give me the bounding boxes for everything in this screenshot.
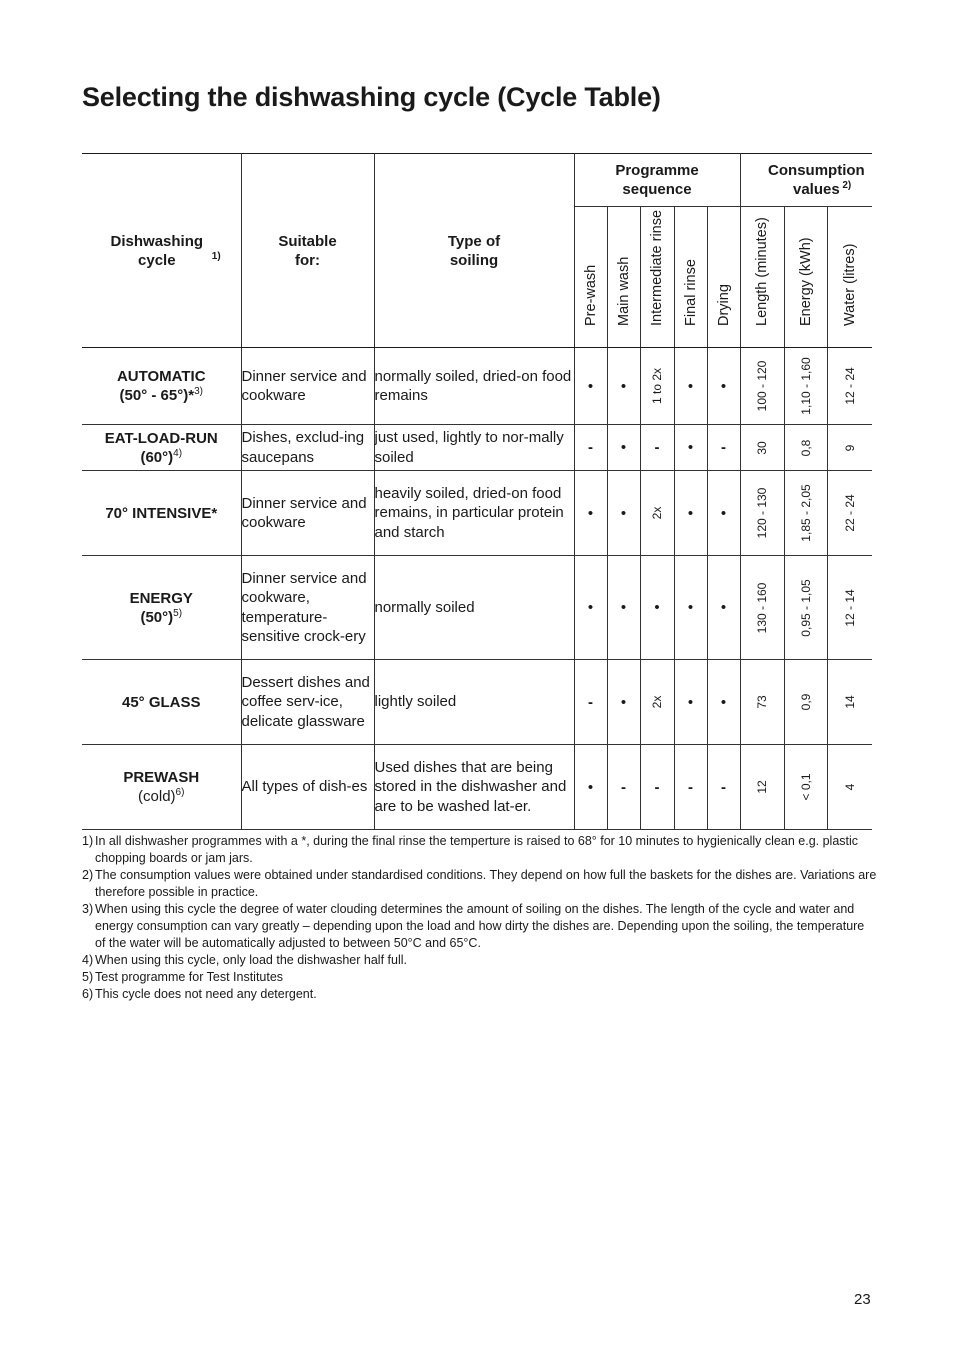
footnote-item [82,986,877,1003]
header-suitable-label: Suitable for: [278,232,337,269]
sequence-mark: • [720,599,727,616]
soiling-text: lightly soiled [374,693,457,711]
sequence-mark: • [587,377,594,395]
suitable-text: Dessert dishes and coffee serv-ice, delicate glassware [241,674,370,730]
header-consumption-label: Consumption values [768,162,865,198]
consumption-value: 12 [755,780,770,794]
cycle-name: ENERGY [129,589,193,607]
footnote-text: The consumption values were obtained under standardised conditions. They depend on how full the baskets for the dishes are. Variations are therefore possible in practice. [95,867,877,899]
suitable-text: Dinner service and cookware, temperature-sensitive crock-ery [241,569,367,645]
sequence-mark: • [620,439,627,456]
cycle-footnote-ref: 4) [173,447,183,459]
subheader-label: Intermediate rinse [649,209,665,326]
suitable-text: Dinner service and cookware [241,367,367,404]
footnote-text: When using this cycle the degree of water clouding determines the amount of soiling on the dishes. The length of the cycle and water and energy consumption can vary greatly – depending upon the load and how dirty the dishes are. Depending upon the soiling, the temperature of the water will be automatically adjusted to between 50°C and 65°C. [95,901,865,950]
subheader-final-rinse [674,207,707,348]
header-programme-sequence [574,154,740,207]
cell-pre-wash [574,556,607,660]
cell-energy [784,556,827,660]
cell-main-wash [607,348,640,425]
cell-pre-wash [574,745,607,830]
consumption-value: 12 - 14 [842,588,857,627]
cell-cycle [82,348,241,425]
consumption-value: 0,8 [798,439,813,456]
footnote-number: 5) [82,969,94,984]
consumption-value: 22 - 24 [842,494,857,532]
cell-final-rinse [674,556,707,660]
cell-energy [784,745,827,830]
cell-pre-wash [574,348,607,425]
soiling-text: heavily soiled, dried-on food remains, in particular protein and starch [374,485,564,541]
header-type-of-soiling [374,154,574,348]
cell-water [827,745,872,830]
cycle-name: 70° INTENSIVE* [105,504,218,522]
sequence-mark: • [587,599,594,616]
cell-main-wash [607,556,640,660]
sequence-mark: • [587,504,594,522]
sequence-mark: • [654,599,660,616]
cell-pre-wash [574,425,607,471]
cell-main-wash [607,660,640,745]
subheader-water [827,207,872,348]
consumption-value: < 0,1 [798,773,813,801]
header-consumption-values [740,154,872,207]
header-cycle-label: Dishwashing cycle [110,232,204,269]
cell-pre-wash [574,471,607,556]
cycle-footnote-ref: 3) [194,386,203,397]
cell-intermediate-rinse [640,425,674,471]
consumption-value: 100 - 120 [755,360,770,412]
consumption-value: 130 - 160 [755,582,770,633]
cycle-temp: (50° - 65°)* [119,387,195,404]
cell-energy [784,471,827,556]
cell-suitable [241,660,374,745]
cell-main-wash [607,425,640,471]
subheader-label: Energy (kWh) [797,237,814,326]
sequence-mark: • [687,504,694,522]
consumption-value: 120 - 130 [755,487,770,539]
table-row [82,745,872,830]
footnote-text: This cycle does not need any detergent. [95,987,317,1002]
cell-cycle [82,556,241,660]
cell-soiling [374,660,574,745]
cell-final-rinse [674,425,707,471]
sequence-mark: - [588,693,593,711]
suitable-text: Dinner service and cookware [241,494,367,531]
cycle-temp: (50°) [140,608,174,626]
subheader-energy [784,207,827,348]
cell-drying [707,425,740,471]
sequence-value: 2x [650,695,664,709]
table-row [82,348,872,425]
soiling-text: just used, lightly to nor-mally soiled [374,429,564,466]
consumption-value: 0,95 - 1,05 [798,578,813,637]
suitable-text: All types of dish-es [241,778,368,796]
footnote-number: 2) [82,867,94,882]
sequence-value: 1 to 2x [650,367,664,405]
consumption-value: 0,9 [798,693,813,711]
sequence-mark: - [588,439,593,456]
header-dishwashing-cycle [82,154,241,348]
cell-soiling [374,745,574,830]
cell-energy [784,348,827,425]
cell-water [827,556,872,660]
cell-drying [707,745,740,830]
consumption-value: 14 [842,695,857,709]
cell-length [740,425,784,471]
sequence-mark: - [721,439,727,456]
cycle-footnote-ref: 6) [175,787,185,798]
cell-water [827,471,872,556]
cycle-footnote-ref: 5) [173,607,183,619]
cell-cycle [82,471,241,556]
table-row [82,425,872,471]
cycle-name: EAT-LOAD-RUN [104,429,218,447]
table-row [82,471,872,556]
cell-suitable [241,471,374,556]
cycle-name: PREWASH [123,769,200,786]
sequence-mark: • [687,439,694,456]
cycle-temp: (cold) [138,788,176,805]
sequence-mark: - [654,439,660,456]
footnote-item [82,833,877,867]
cell-intermediate-rinse [640,348,674,425]
header-cycle-sup: 1) [211,250,221,262]
consumption-value: 73 [755,695,770,709]
footnote-text: When using this cycle, only load the dishwasher half full. [95,952,407,967]
cell-soiling [374,556,574,660]
page-title: Selecting the dishwashing cycle (Cycle Table) [82,82,661,112]
cell-final-rinse [674,745,707,830]
sequence-mark: - [721,778,727,796]
cell-drying [707,348,740,425]
subheader-label: Drying [715,284,732,326]
sequence-mark: • [687,377,694,395]
cell-suitable [241,556,374,660]
soiling-text: Used dishes that are being stored in the dishwasher and are to be washed lat-er. [374,759,567,815]
cell-water [827,660,872,745]
cell-length [740,745,784,830]
soiling-text: normally soiled [374,598,475,616]
footnote-number: 6) [82,987,94,1002]
sequence-mark: - [654,778,660,796]
cell-pre-wash [574,660,607,745]
cycle-temp: (60°) [140,448,174,466]
cell-energy [784,660,827,745]
cell-final-rinse [674,660,707,745]
cell-length [740,348,784,425]
cell-intermediate-rinse [640,556,674,660]
cycle-table [82,153,872,830]
consumption-value: 1,10 - 1,60 [798,357,813,415]
cell-cycle [82,660,241,745]
cell-intermediate-rinse [640,660,674,745]
page-number: 23 [854,1291,871,1308]
suitable-text: Dishes, exclud-ing saucepans [241,429,365,466]
header-soiling-label: Type of soiling [447,232,501,269]
footnote-number: 3) [82,901,94,916]
subheader-label: Length (minutes) [754,217,771,326]
consumption-value: 9 [842,444,857,451]
consumption-value: 30 [755,440,770,455]
subheader-main-wash [607,207,640,348]
sequence-mark: • [687,693,694,711]
cell-drying [707,471,740,556]
footnote-item [82,969,877,986]
cycle-name: AUTOMATIC [116,368,206,385]
sequence-mark: • [720,693,727,711]
cell-final-rinse [674,471,707,556]
cell-length [740,556,784,660]
cell-energy [784,425,827,471]
cell-water [827,425,872,471]
cell-intermediate-rinse [640,745,674,830]
cell-soiling [374,425,574,471]
footnote-item [82,867,877,901]
cell-main-wash [607,745,640,830]
sequence-mark: - [621,778,626,796]
sequence-value: 2x [650,506,664,520]
footnote-item [82,901,877,951]
table-row [82,556,872,660]
cell-water [827,348,872,425]
footnote-text: In all dishwasher programmes with a *, during the final rinse the temperture is raised to 68° for 10 minutes to hygienically clean e.g. plastic chopping boards or jam jars. [95,834,859,865]
header-programme-label: Programme sequence [615,162,699,198]
sequence-mark: • [687,599,694,616]
cell-intermediate-rinse [640,471,674,556]
subheader-pre-wash [574,207,607,348]
cell-length [740,660,784,745]
sequence-mark: • [620,504,627,522]
cycle-name: 45° GLASS [121,693,201,711]
sequence-mark: • [720,504,727,522]
cell-final-rinse [674,348,707,425]
cell-suitable [241,745,374,830]
cell-drying [707,660,740,745]
footnote-text: Test programme for Test Institutes [95,969,284,984]
footnote-item [82,952,877,969]
subheader-label: Water (litres) [841,243,858,326]
cell-length [740,471,784,556]
subheader-intermediate-rinse [640,207,674,348]
footnote-number: 1) [82,834,94,848]
subheader-label: Main wash [615,256,632,326]
sequence-mark: • [587,778,594,796]
subheader-label: Pre-wash [582,264,599,326]
sequence-mark: • [620,693,627,711]
cell-soiling [374,471,574,556]
cell-main-wash [607,471,640,556]
sequence-mark: • [720,377,727,395]
header-consumption-sup: 2) [842,180,852,191]
cell-cycle [82,425,241,471]
cell-soiling [374,348,574,425]
cell-cycle [82,745,241,830]
subheader-length [740,207,784,348]
footnote-number: 4) [82,952,94,967]
footnotes-list [82,833,877,1003]
consumption-value: 12 - 24 [842,367,857,405]
cell-suitable [241,348,374,425]
soiling-text: normally soiled, dried-on food remains [374,367,572,404]
sequence-mark: • [620,377,627,395]
consumption-value: 1,85 - 2,05 [798,484,813,542]
cell-suitable [241,425,374,471]
header-suitable-for [241,154,374,348]
sequence-mark: • [620,599,627,616]
sequence-mark: - [688,778,693,796]
consumption-value: 4 [842,783,857,791]
subheader-drying [707,207,740,348]
table-row [82,660,872,745]
subheader-label: Final rinse [682,259,699,326]
cell-drying [707,556,740,660]
